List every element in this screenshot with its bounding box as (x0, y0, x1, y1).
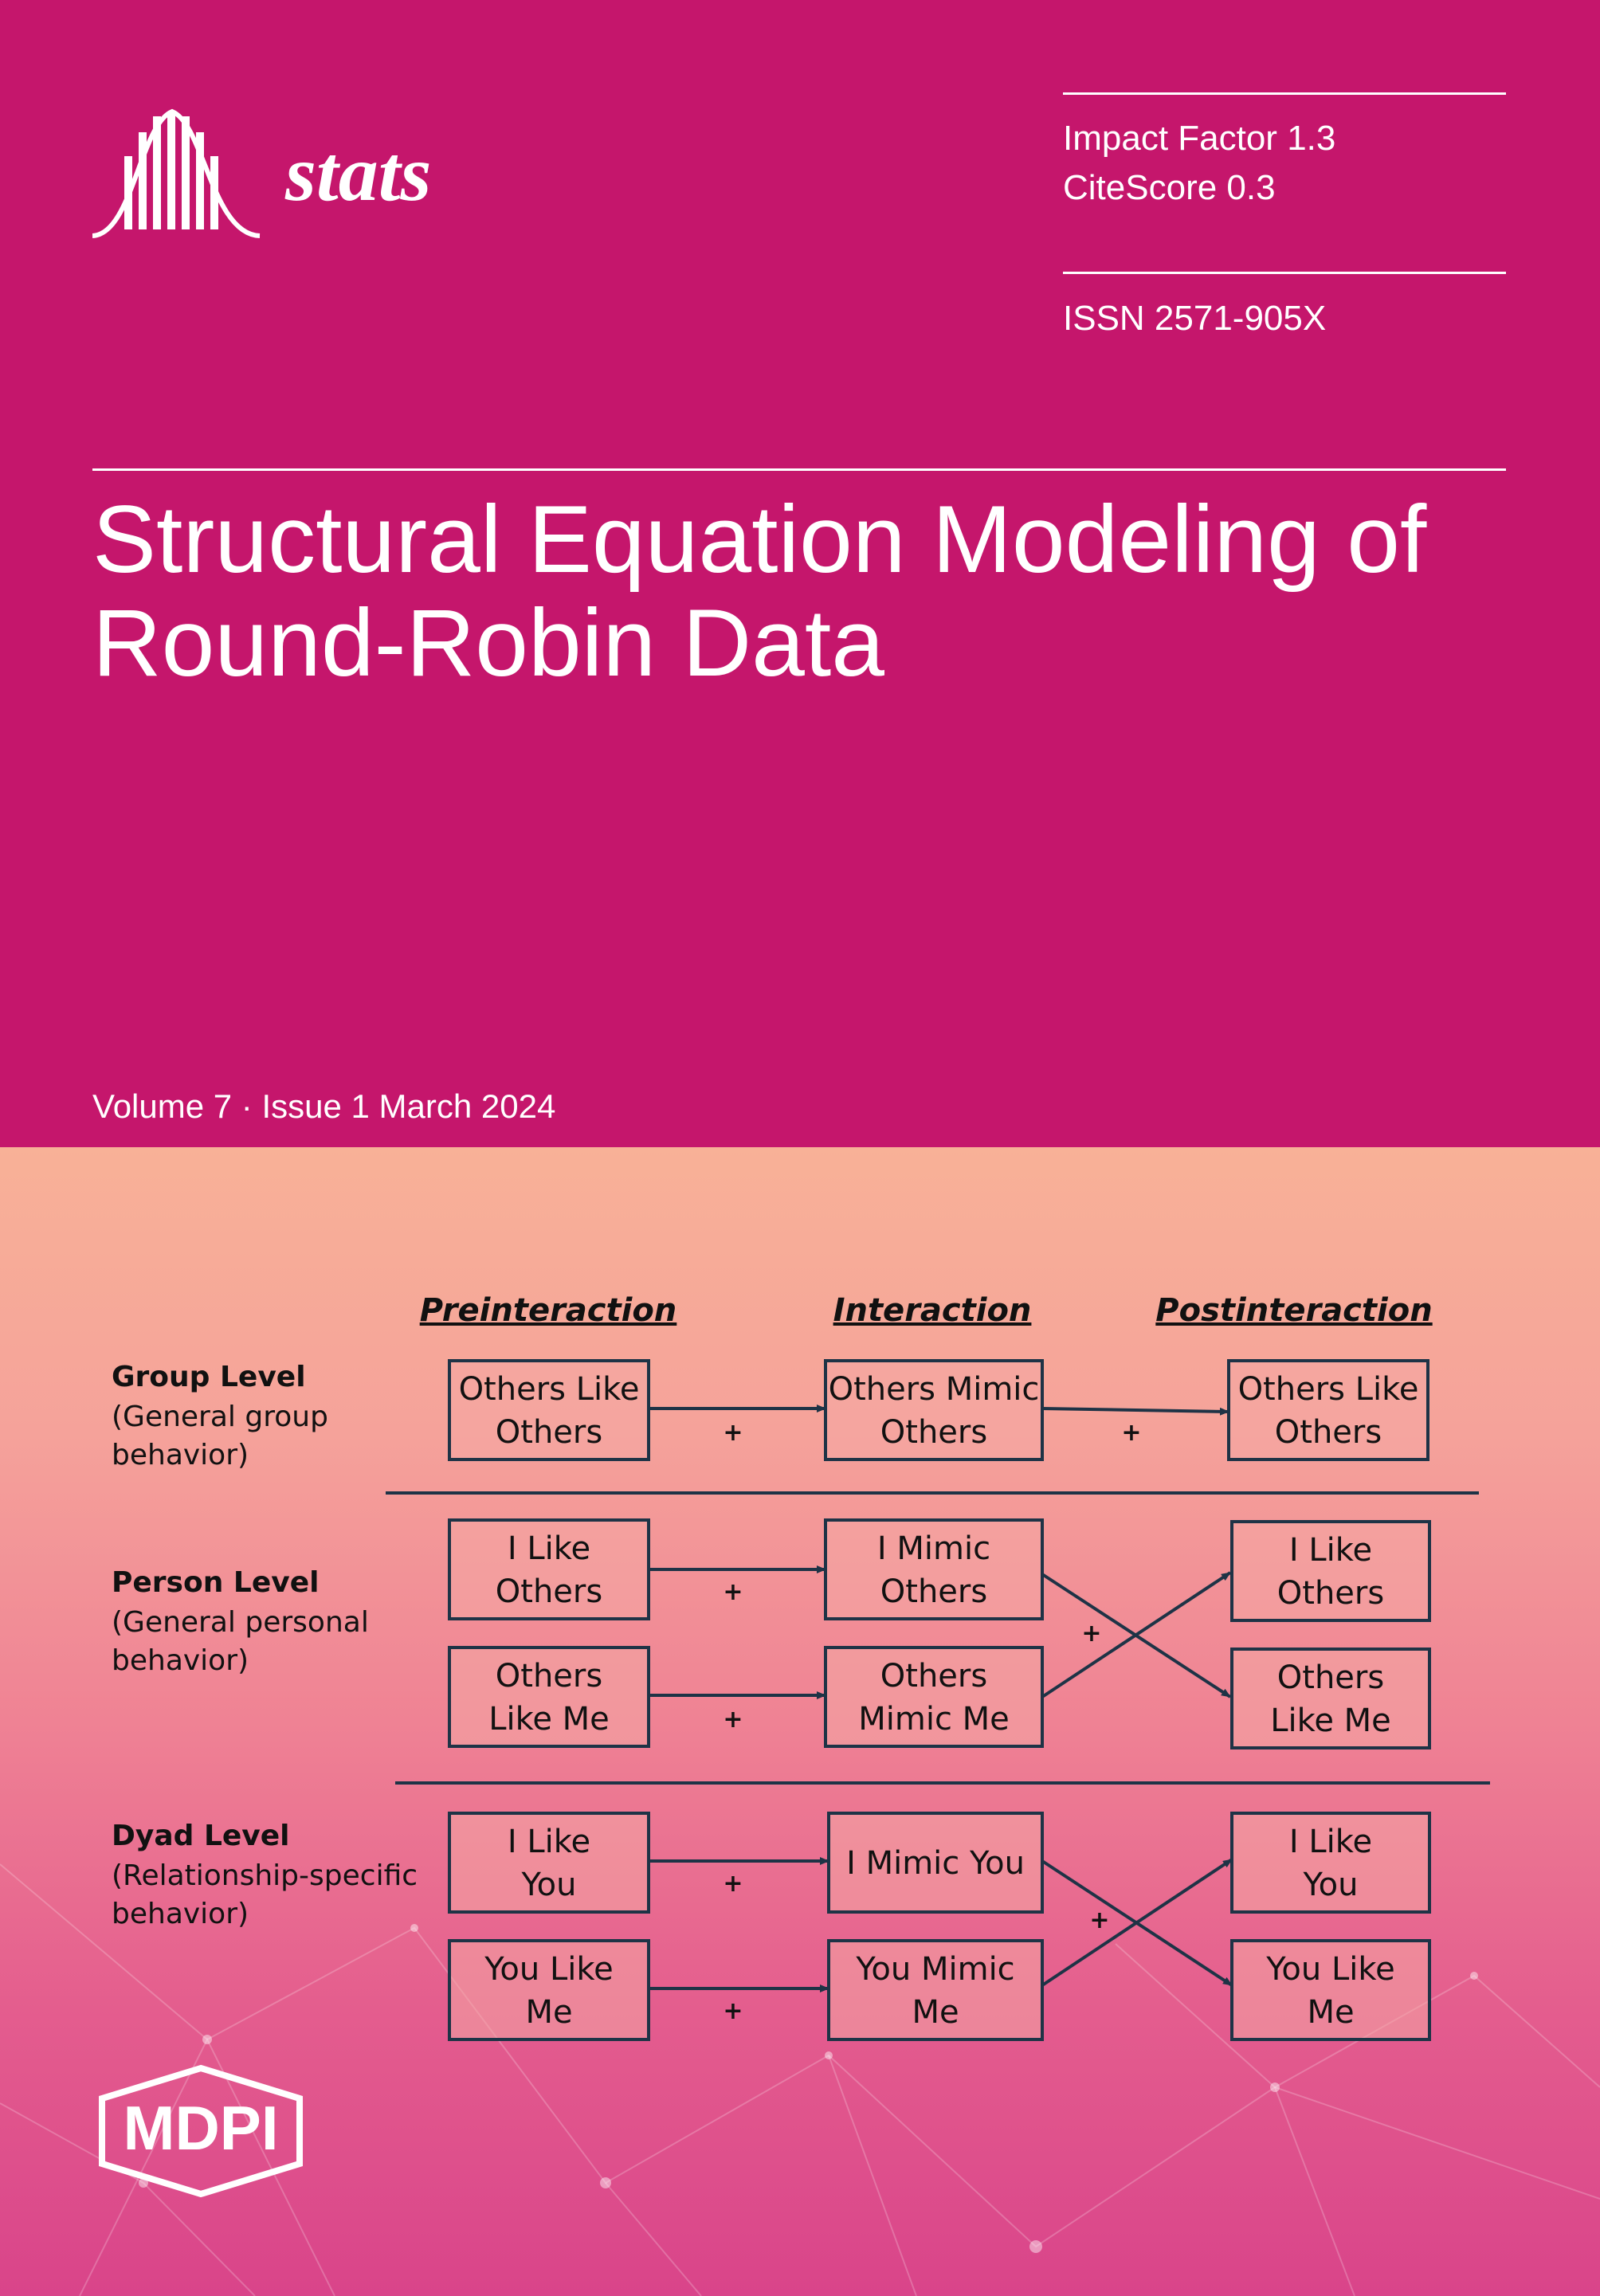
journal-name: stats (285, 129, 432, 217)
level-desc-person-2: behavior) (112, 1644, 249, 1677)
construct-label-p1-post: Others (1276, 1575, 1385, 1612)
title-line-2: Round-Robin Data (92, 590, 884, 696)
construct-label-d2-post: You Like (1266, 1951, 1395, 1988)
construct-label-p1-pre: Others (495, 1573, 603, 1610)
positive-sign: + (723, 1578, 743, 1606)
construct-boxes (449, 1361, 1429, 2039)
construct-label-g-post: Others Like (1237, 1371, 1419, 1408)
column-heading-postinteraction: Postinteraction (1155, 1292, 1433, 1329)
impact-factor: Impact Factor 1.3 (1063, 119, 1336, 158)
construct-label-p1-pre: I Like (507, 1530, 591, 1567)
mdpi-logo-icon (92, 2063, 309, 2199)
construct-label-p2-int: Others (880, 1658, 988, 1695)
positive-sign: + (1089, 1906, 1110, 1934)
construct-label-p2-int: Mimic Me (858, 1701, 1010, 1738)
level-desc-dyad-2: behavior) (112, 1898, 249, 1930)
positive-sign: + (723, 1870, 743, 1898)
construct-label-p2-post: Like Me (1270, 1702, 1391, 1739)
citescore: CiteScore 0.3 (1063, 168, 1276, 207)
positive-sign: + (1081, 1620, 1102, 1648)
construct-label-d2-int: You Mimic (856, 1951, 1015, 1988)
column-heading-interaction: Interaction (833, 1292, 1032, 1329)
construct-label-p2-pre: Like Me (488, 1701, 610, 1738)
level-name-group: Group Level (112, 1361, 306, 1393)
construct-label-d2-int: Me (912, 1994, 959, 2031)
construct-label-d1-int: I Mimic You (846, 1845, 1025, 1882)
construct-label-d2-post: Me (1307, 1994, 1355, 2031)
construct-label-d2-pre: You Like (484, 1951, 614, 1988)
construct-label-d1-post: I Like (1288, 1824, 1373, 1860)
construct-label-p1-int: I Mimic (876, 1530, 991, 1567)
construct-label-d1-pre: I Like (507, 1824, 591, 1860)
title-line-1: Structural Equation Modeling of (92, 486, 1427, 593)
divider (1063, 272, 1506, 274)
construct-label-p2-pre: Others (495, 1658, 603, 1695)
construct-label-g-pre: Others Like (458, 1371, 640, 1408)
construct-label-d1-pre: You (521, 1867, 577, 1903)
column-heading-preinteraction: Preinteraction (419, 1292, 677, 1329)
positive-sign: + (723, 1997, 743, 2025)
construct-label-g-pre: Others (495, 1414, 603, 1451)
level-name-person: Person Level (112, 1566, 320, 1599)
construct-label-g-post: Others (1274, 1414, 1382, 1451)
cover-image (0, 1147, 1600, 2296)
level-desc-group-2: behavior) (112, 1439, 249, 1471)
construct-label-p2-post: Others (1276, 1659, 1385, 1696)
article-title (92, 488, 1527, 695)
construct-label-g-int: Others (880, 1414, 988, 1451)
divider (92, 468, 1506, 471)
issue-info: Volume 7 · Issue 1 March 2024 (92, 1087, 556, 1125)
positive-sign: + (723, 1419, 743, 1447)
level-desc-person: (General personal (112, 1606, 369, 1639)
construct-label-p1-post: I Like (1288, 1532, 1373, 1569)
cover-header (0, 0, 1600, 1147)
arrow (1042, 1409, 1229, 1412)
construct-label-p1-int: Others (880, 1573, 988, 1610)
divider (1063, 92, 1506, 95)
level-desc-dyad: (Relationship-specific (112, 1859, 418, 1892)
positive-sign: + (723, 1706, 743, 1734)
issn: ISSN 2571-905X (1063, 299, 1327, 338)
construct-label-g-int: Others Mimic (828, 1371, 1040, 1408)
publisher-name: MDPI (123, 2093, 279, 2163)
construct-label-d1-post: You (1303, 1867, 1359, 1903)
level-desc-group: (General group (112, 1401, 328, 1433)
construct-label-d2-pre: Me (525, 1994, 573, 2031)
stats-logo-icon (92, 108, 268, 244)
level-name-dyad: Dyad Level (112, 1820, 290, 1852)
positive-sign: + (1121, 1419, 1142, 1447)
